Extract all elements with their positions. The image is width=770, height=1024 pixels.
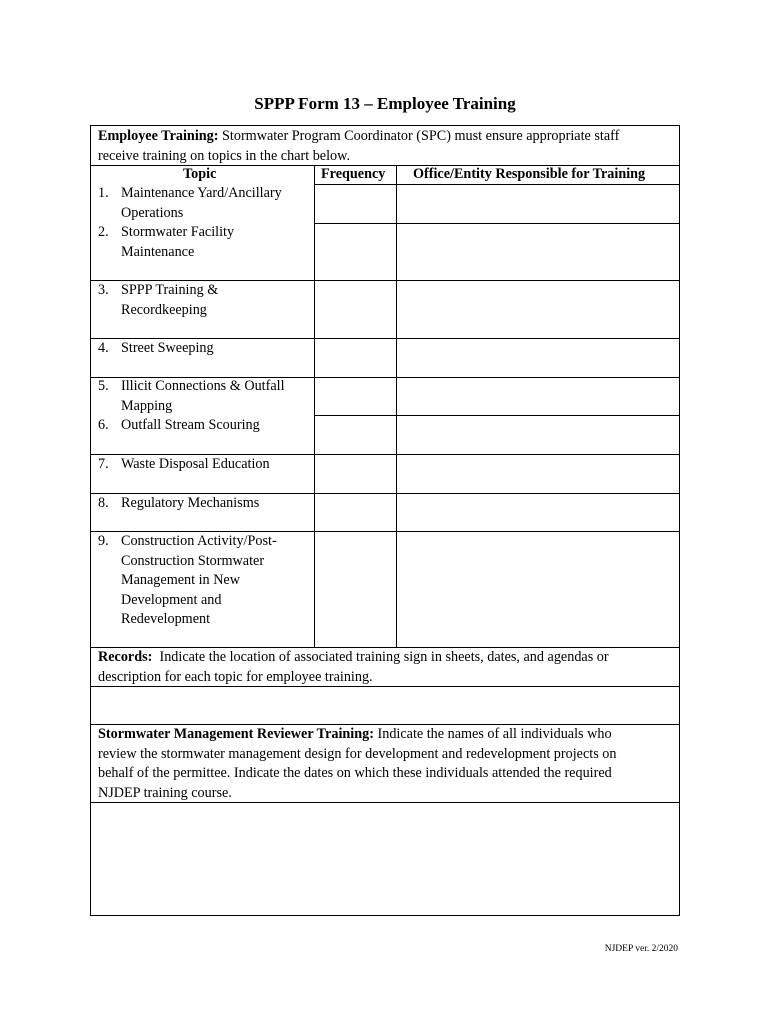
topic-number: 3. [98,282,109,298]
records-instructions [98,648,678,687]
topic-number: 8. [98,495,109,511]
topic-label: SPPP Training & [121,282,219,298]
topic-label: Management in New [121,572,240,588]
topic-label: Regulatory Mechanisms [121,495,260,511]
employee-training-form [90,125,680,916]
topic-label: Street Sweeping [121,340,214,356]
records-heading: Records: [98,649,153,665]
records-entry-field[interactable] [91,687,679,724]
reviewer-text-4: NJDEP training course. [98,784,232,801]
employee-training-text-2: receive training on topics in the chart below. [98,147,351,164]
column-divider-1 [314,165,315,647]
topic-label: Maintenance Yard/Ancillary [121,185,282,201]
reviewer-text-1: Indicate the names of all individuals who [373,726,612,742]
reviewer-instructions [98,725,678,803]
version-footer: NJDEP ver. 2/2020 [604,944,678,954]
topic-label: Development and [121,591,222,608]
row-divider [314,415,679,416]
topic-label: Construction Stormwater [121,552,265,569]
topic-number: 4. [98,340,109,356]
column-header-office: Office/Entity Responsible for Training [413,166,646,182]
reviewer-text-3: behalf of the permittee. Indicate the dates on which these individuals attended the required [98,765,612,781]
topic-label: Construction Activity/Post- [121,533,277,549]
form-title: SPPP Form 13 – Employee Training [254,94,516,113]
topic-number: 9. [98,533,109,549]
topic-label: Illicit Connections & Outfall [121,378,285,394]
topic-label: Waste Disposal Education [121,456,270,472]
records-text-2: description for each topic for employee training. [98,668,373,685]
topic-number: 5. [98,378,109,394]
frequency-field-1[interactable] [315,185,395,222]
topic-number: 7. [98,456,109,472]
employee-training-text-1: Stormwater Program Coordinator (SPC) must ensure appropriate staff [218,128,620,144]
column-divider-2 [396,165,397,647]
column-header-frequency: Frequency [321,166,386,182]
reviewer-heading: Stormwater Management Reviewer Training: [98,726,374,742]
reviewer-text-2: review the stormwater management design for development and redevelopment projects on [98,745,617,762]
topic-label: Mapping [121,397,173,414]
topic-label: Redevelopment [121,611,211,627]
records-text-1: Indicate the location of associated training sign in sheets, dates, and agendas or [152,649,609,665]
row-divider [314,223,679,224]
topic-label: Operations [121,204,184,221]
topic-label: Maintenance [121,243,195,260]
reviewer-entry-field[interactable] [91,803,679,915]
topic-number: 2. [98,224,109,240]
topic-label: Recordkeeping [121,301,207,318]
topic-label: Outfall Stream Scouring [121,417,260,433]
topic-label: Stormwater Facility [121,224,235,240]
column-header-topic: Topic [183,166,217,182]
employee-training-intro [98,127,678,166]
employee-training-heading: Employee Training: [98,128,219,144]
office-field-1[interactable] [397,185,679,222]
topic-number: 6. [98,417,109,433]
topic-number: 1. [98,185,109,201]
